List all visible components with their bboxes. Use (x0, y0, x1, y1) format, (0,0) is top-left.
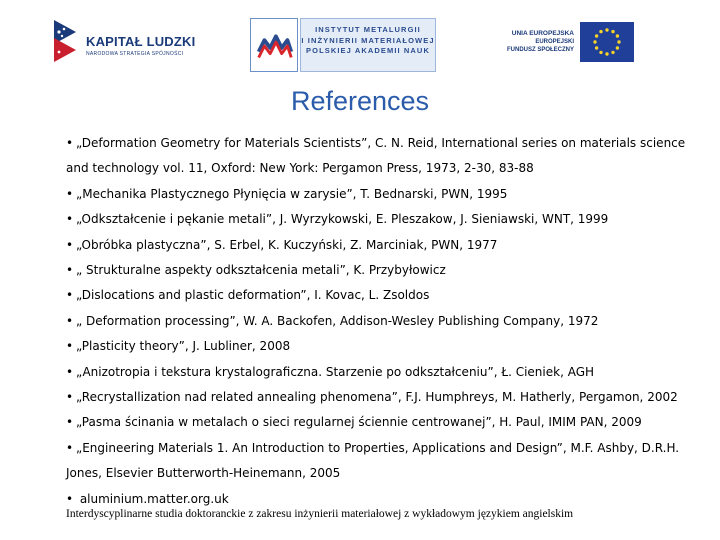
bullet: • (66, 263, 74, 278)
reference-text: „Anizotropia i tekstura krystalograficzna. Starzenie po odkształceniu”, Ł. Cieniek, AGH (76, 364, 595, 379)
reference-text: „Pasma ścinania w metalach o sieci regularnej ściennie centrowanej”, H. Paul, IMIM PAN, 2009 (76, 415, 642, 430)
imim-line-3: POLSKIEJ AKADEMII NAUK (306, 46, 430, 55)
reference-item (66, 360, 696, 385)
imim-name (300, 18, 436, 72)
reference-text: „Obróbka plastyczna”, S. Erbel, K. Kuczyński, Z. Marciniak, PWN, 1977 (76, 237, 498, 252)
reference-item (66, 283, 696, 308)
reference-text: „ Deformation processing”, W. A. Backofen, Addison-Wesley Publishing Company, 1972 (76, 313, 599, 328)
reference-item (66, 258, 696, 283)
reference-item (66, 233, 696, 258)
reference-link[interactable]: aluminium.matter.org.uk (76, 491, 229, 506)
reference-item (66, 207, 696, 232)
reference-item (66, 334, 696, 359)
bullet: • (66, 415, 74, 430)
reference-item (66, 436, 696, 487)
bullet: • (66, 186, 74, 201)
imim-logo (250, 18, 436, 72)
reference-text: „Plasticity theory”, J. Lubliner, 2008 (76, 339, 291, 354)
kapital-ludzki-title: KAPITAŁ LUDZKI (86, 34, 196, 49)
imim-mark (250, 18, 298, 72)
eu-line-2: EUROPEJSKI (535, 39, 574, 45)
logo-bar (0, 0, 720, 80)
kapital-ludzki-logo (52, 18, 196, 68)
reference-text: „Odkształcenie i pękanie metali”, J. Wyrzykowski, E. Pleszakow, J. Sieniawski, WNT, 1999 (76, 212, 609, 227)
reference-text: „Deformation Geometry for Materials Scientists”, C. N. Reid, International series on materials science and technology vol. 11, Oxford: New York: Pergamon Press, 1973, 2-30, 83-88 (66, 136, 686, 176)
reference-item (66, 410, 696, 435)
eu-line-1: UNIA EUROPEJSKA (511, 30, 574, 37)
reference-item (66, 182, 696, 207)
reference-text: „ Strukturalne aspekty odkształcenia metali”, K. Przybyłowicz (76, 263, 446, 278)
kapital-ludzki-mark-icon (52, 18, 78, 64)
bullet: • (66, 339, 74, 354)
bullet: • (66, 212, 74, 227)
imim-emblem-icon (251, 19, 297, 71)
imim-line-2: I INŻYNIERII MATERIAŁOWEJ (301, 35, 435, 45)
reference-item (66, 385, 696, 410)
eu-logo-text (480, 30, 574, 54)
bullet: • (66, 313, 74, 328)
reference-text: „Recrystallization nad related annealing phenomena”, F.J. Humphreys, M. Hatherly, Pergamon, 2002 (76, 390, 678, 405)
reference-item (66, 309, 696, 334)
bullet: • (66, 237, 74, 252)
bullet: • (66, 136, 74, 150)
imim-line-1: INSTYTUT METALURGII (315, 25, 421, 34)
eu-line-3: FUNDUSZ SPOŁECZNY (506, 47, 574, 53)
bullet: • (66, 390, 74, 405)
reference-list (66, 131, 696, 512)
bullet: • (66, 440, 74, 455)
reference-text: „Dislocations and plastic deformation”, I. Kovac, L. Zsoldos (76, 288, 430, 303)
kapital-ludzki-subtitle: NARODOWA STRATEGIA SPÓJNOŚCI (86, 51, 184, 57)
eu-flag-icon (580, 22, 634, 62)
bullet: • (66, 288, 74, 303)
bullet: • (66, 364, 74, 379)
page-title: References (290, 86, 430, 116)
reference-item (66, 131, 696, 182)
reference-text: „Engineering Materials 1. An Introduction to Properties, Applications and Design”, M.F. Ashby, D.R.H. Jones, Elsevier Butterworth-Heinemann, 2005 (66, 440, 680, 481)
footer-text: Interdyscyplinarne studia doktoranckie z zakresu inżynierii materiałowej z wykładowym językiem angielskim (66, 508, 574, 520)
reference-text: „Mechanika Plastycznego Płynięcia w zarysie”, T. Bednarski, PWN, 1995 (76, 186, 508, 201)
bullet: • (66, 491, 74, 506)
